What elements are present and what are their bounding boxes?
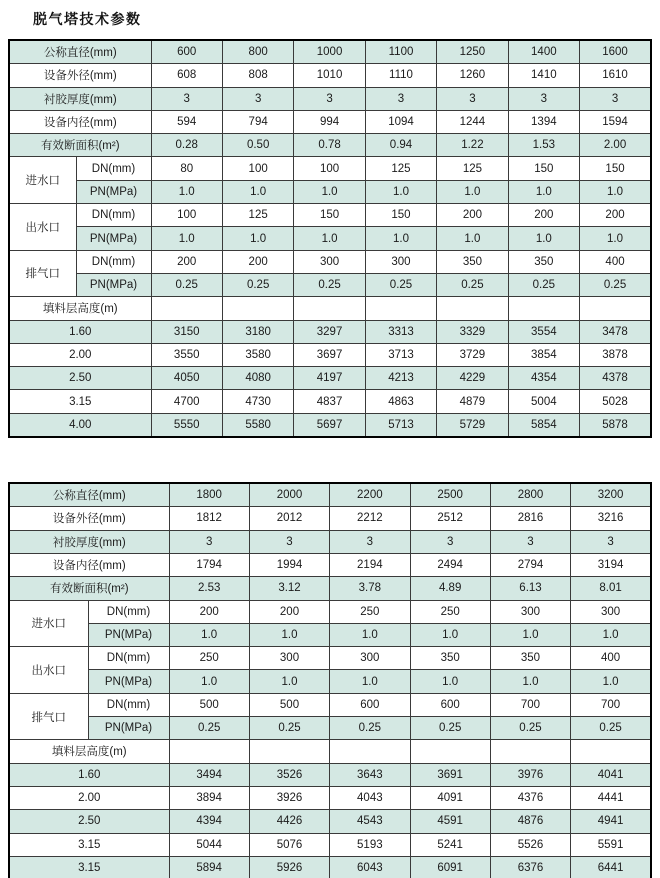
value-cell: 1.0 — [169, 670, 249, 693]
value-cell: 200 — [222, 250, 293, 273]
value-cell: 6441 — [571, 856, 651, 878]
value-cell: 3494 — [169, 763, 249, 786]
value-cell: 3 — [365, 87, 436, 110]
value-cell: 2012 — [249, 507, 329, 530]
value-cell: 0.28 — [151, 134, 222, 157]
port-sub-label: PN(MPa) — [76, 180, 151, 203]
value-cell: 4543 — [330, 810, 410, 833]
row-label: 设备内径(mm) — [9, 553, 169, 576]
value-cell: 794 — [222, 110, 293, 133]
value-cell: 2794 — [490, 553, 570, 576]
value-cell: 350 — [437, 250, 508, 273]
port-group-label: 排气口 — [9, 693, 88, 740]
value-cell: 1.0 — [365, 227, 436, 250]
value-cell: 1.0 — [222, 180, 293, 203]
value-cell: 3297 — [294, 320, 365, 343]
value-cell: 4394 — [169, 810, 249, 833]
value-cell: 125 — [222, 204, 293, 227]
value-cell — [330, 740, 410, 763]
value-cell: 200 — [508, 204, 579, 227]
value-cell: 4.89 — [410, 577, 490, 600]
row-label: 公称直径(mm) — [9, 483, 169, 507]
value-cell: 3478 — [580, 320, 651, 343]
value-cell: 1994 — [249, 553, 329, 576]
value-cell: 1094 — [365, 110, 436, 133]
value-cell: 1.0 — [508, 180, 579, 203]
value-cell: 0.25 — [437, 273, 508, 296]
table-row — [9, 507, 651, 530]
value-cell: 1.0 — [490, 670, 570, 693]
table-row — [9, 273, 651, 296]
value-cell: 3894 — [169, 786, 249, 809]
port-group-label: 进水口 — [9, 600, 88, 647]
table-row — [9, 833, 651, 856]
value-cell: 4050 — [151, 367, 222, 390]
table-row — [9, 530, 651, 553]
table-row — [9, 856, 651, 878]
value-cell: 1.53 — [508, 134, 579, 157]
value-cell: 3976 — [490, 763, 570, 786]
value-cell: 2000 — [249, 483, 329, 507]
port-sub-label: PN(MPa) — [76, 227, 151, 250]
value-cell: 3 — [169, 530, 249, 553]
value-cell: 1.0 — [410, 670, 490, 693]
value-cell: 3 — [508, 87, 579, 110]
value-cell: 0.25 — [330, 717, 410, 740]
value-cell: 5591 — [571, 833, 651, 856]
value-cell: 250 — [330, 600, 410, 623]
value-cell: 300 — [294, 250, 365, 273]
value-cell: 3200 — [571, 483, 651, 507]
value-cell: 3216 — [571, 507, 651, 530]
value-cell: 4378 — [580, 367, 651, 390]
value-cell: 3854 — [508, 343, 579, 366]
value-cell: 400 — [571, 647, 651, 670]
table-row — [9, 600, 651, 623]
page-title: 脱气塔技术参数 — [33, 11, 142, 27]
value-cell: 3643 — [330, 763, 410, 786]
table-row — [9, 157, 651, 180]
row-label: 有效断面积(m²) — [9, 134, 151, 157]
value-cell: 1.0 — [169, 623, 249, 646]
value-cell: 150 — [294, 204, 365, 227]
height-label: 3.15 — [9, 856, 169, 878]
value-cell: 5550 — [151, 413, 222, 437]
value-cell: 3 — [437, 87, 508, 110]
row-label: 衬胶厚度(mm) — [9, 87, 151, 110]
value-cell — [294, 297, 365, 320]
value-cell: 5004 — [508, 390, 579, 413]
value-cell: 8.01 — [571, 577, 651, 600]
table-row — [9, 577, 651, 600]
port-sub-label: DN(mm) — [76, 250, 151, 273]
value-cell: 200 — [169, 600, 249, 623]
table-row — [9, 204, 651, 227]
row-label: 设备外径(mm) — [9, 507, 169, 530]
value-cell: 1812 — [169, 507, 249, 530]
value-cell: 5241 — [410, 833, 490, 856]
value-cell: 3550 — [151, 343, 222, 366]
height-label: 2.50 — [9, 367, 151, 390]
value-cell: 5028 — [580, 390, 651, 413]
value-cell: 1250 — [437, 40, 508, 64]
value-cell: 2200 — [330, 483, 410, 507]
value-cell: 6043 — [330, 856, 410, 878]
value-cell: 3.78 — [330, 577, 410, 600]
value-cell: 4730 — [222, 390, 293, 413]
value-cell: 3526 — [249, 763, 329, 786]
value-cell: 3554 — [508, 320, 579, 343]
value-cell: 4837 — [294, 390, 365, 413]
value-cell: 0.25 — [508, 273, 579, 296]
value-cell: 0.25 — [249, 717, 329, 740]
value-cell: 1.0 — [580, 180, 651, 203]
row-label: 有效断面积(m²) — [9, 577, 169, 600]
value-cell: 200 — [437, 204, 508, 227]
value-cell: 1000 — [294, 40, 365, 64]
value-cell: 1.0 — [508, 227, 579, 250]
value-cell: 1.0 — [571, 623, 651, 646]
table-row — [9, 110, 651, 133]
value-cell: 1.0 — [330, 670, 410, 693]
parameters-table-1 — [8, 39, 652, 438]
value-cell: 1600 — [580, 40, 651, 64]
value-cell: 2500 — [410, 483, 490, 507]
value-cell: 250 — [410, 600, 490, 623]
table-row — [9, 180, 651, 203]
table-row — [9, 64, 651, 87]
table-row — [9, 553, 651, 576]
value-cell: 2194 — [330, 553, 410, 576]
value-cell — [222, 297, 293, 320]
value-cell: 3 — [580, 87, 651, 110]
value-cell: 3 — [249, 530, 329, 553]
value-cell: 6376 — [490, 856, 570, 878]
value-cell: 6.13 — [490, 577, 570, 600]
value-cell: 350 — [490, 647, 570, 670]
value-cell: 5193 — [330, 833, 410, 856]
row-label: 设备外径(mm) — [9, 64, 151, 87]
value-cell: 300 — [249, 647, 329, 670]
value-cell: 2.00 — [580, 134, 651, 157]
value-cell: 0.25 — [294, 273, 365, 296]
value-cell: 3194 — [571, 553, 651, 576]
value-cell: 5076 — [249, 833, 329, 856]
value-cell — [410, 740, 490, 763]
value-cell: 700 — [490, 693, 570, 716]
table-row — [9, 390, 651, 413]
value-cell — [151, 297, 222, 320]
table-row — [9, 483, 651, 507]
port-sub-label: PN(MPa) — [88, 670, 169, 693]
value-cell: 300 — [571, 600, 651, 623]
value-cell: 4441 — [571, 786, 651, 809]
table-row — [9, 297, 651, 320]
value-cell: 0.25 — [365, 273, 436, 296]
value-cell: 2.53 — [169, 577, 249, 600]
value-cell: 400 — [580, 250, 651, 273]
table-row — [9, 647, 651, 670]
value-cell: 1260 — [437, 64, 508, 87]
height-label: 3.15 — [9, 833, 169, 856]
value-cell: 1.0 — [249, 623, 329, 646]
value-cell: 4080 — [222, 367, 293, 390]
value-cell: 1.0 — [294, 180, 365, 203]
value-cell: 1800 — [169, 483, 249, 507]
value-cell: 0.78 — [294, 134, 365, 157]
value-cell: 1610 — [580, 64, 651, 87]
value-cell: 5894 — [169, 856, 249, 878]
row-label: 公称直径(mm) — [9, 40, 151, 64]
value-cell: 125 — [437, 157, 508, 180]
port-sub-label: DN(mm) — [88, 600, 169, 623]
table-row — [9, 40, 651, 64]
table-row — [9, 367, 651, 390]
value-cell: 150 — [508, 157, 579, 180]
table-row — [9, 717, 651, 740]
value-cell: 1.0 — [249, 670, 329, 693]
value-cell: 1.0 — [490, 623, 570, 646]
value-cell: 700 — [571, 693, 651, 716]
height-label: 2.00 — [9, 343, 151, 366]
table-row — [9, 343, 651, 366]
value-cell: 994 — [294, 110, 365, 133]
value-cell: 4354 — [508, 367, 579, 390]
table-row — [9, 763, 651, 786]
packing-height-header: 填料层高度(m) — [9, 740, 169, 763]
value-cell: 3150 — [151, 320, 222, 343]
value-cell: 1244 — [437, 110, 508, 133]
value-cell: 4043 — [330, 786, 410, 809]
value-cell: 4041 — [571, 763, 651, 786]
value-cell: 808 — [222, 64, 293, 87]
value-cell: 3 — [330, 530, 410, 553]
value-cell: 5713 — [365, 413, 436, 437]
value-cell: 300 — [490, 600, 570, 623]
value-cell: 5854 — [508, 413, 579, 437]
table-row — [9, 413, 651, 437]
table-row — [9, 810, 651, 833]
value-cell: 1.0 — [294, 227, 365, 250]
value-cell: 3313 — [365, 320, 436, 343]
value-cell: 0.94 — [365, 134, 436, 157]
value-cell: 350 — [410, 647, 490, 670]
value-cell: 800 — [222, 40, 293, 64]
height-label: 1.60 — [9, 763, 169, 786]
value-cell: 200 — [580, 204, 651, 227]
value-cell: 1.0 — [330, 623, 410, 646]
value-cell: 4197 — [294, 367, 365, 390]
port-sub-label: PN(MPa) — [76, 273, 151, 296]
value-cell: 5697 — [294, 413, 365, 437]
value-cell — [580, 297, 651, 320]
table-row — [9, 693, 651, 716]
value-cell: 1.22 — [437, 134, 508, 157]
value-cell: 200 — [249, 600, 329, 623]
table-row — [9, 670, 651, 693]
value-cell: 3713 — [365, 343, 436, 366]
parameters-table-2 — [8, 482, 652, 878]
port-sub-label: DN(mm) — [76, 204, 151, 227]
table-row — [9, 134, 651, 157]
value-cell: 3691 — [410, 763, 490, 786]
value-cell: 200 — [151, 250, 222, 273]
packing-height-header: 填料层高度(m) — [9, 297, 151, 320]
value-cell: 0.25 — [410, 717, 490, 740]
value-cell: 1010 — [294, 64, 365, 87]
value-cell: 3 — [571, 530, 651, 553]
value-cell: 1794 — [169, 553, 249, 576]
value-cell: 600 — [151, 40, 222, 64]
value-cell: 4863 — [365, 390, 436, 413]
value-cell: 3 — [410, 530, 490, 553]
value-cell: 1.0 — [437, 180, 508, 203]
value-cell: 5044 — [169, 833, 249, 856]
value-cell: 1.0 — [151, 180, 222, 203]
value-cell: 3 — [151, 87, 222, 110]
value-cell: 5729 — [437, 413, 508, 437]
row-label: 衬胶厚度(mm) — [9, 530, 169, 553]
value-cell: 4426 — [249, 810, 329, 833]
value-cell: 2494 — [410, 553, 490, 576]
value-cell: 4091 — [410, 786, 490, 809]
value-cell: 1110 — [365, 64, 436, 87]
value-cell: 80 — [151, 157, 222, 180]
value-cell: 4229 — [437, 367, 508, 390]
table-row — [9, 320, 651, 343]
value-cell: 3878 — [580, 343, 651, 366]
value-cell: 0.25 — [151, 273, 222, 296]
value-cell: 2816 — [490, 507, 570, 530]
value-cell: 4941 — [571, 810, 651, 833]
value-cell: 6091 — [410, 856, 490, 878]
value-cell: 3329 — [437, 320, 508, 343]
value-cell — [437, 297, 508, 320]
value-cell: 150 — [580, 157, 651, 180]
value-cell: 1.0 — [365, 180, 436, 203]
value-cell: 1.0 — [437, 227, 508, 250]
table-row — [9, 250, 651, 273]
value-cell: 1410 — [508, 64, 579, 87]
value-cell: 1394 — [508, 110, 579, 133]
value-cell: 150 — [365, 204, 436, 227]
value-cell — [490, 740, 570, 763]
value-cell — [571, 740, 651, 763]
value-cell: 608 — [151, 64, 222, 87]
value-cell: 4376 — [490, 786, 570, 809]
value-cell: 3 — [294, 87, 365, 110]
value-cell: 0.25 — [222, 273, 293, 296]
value-cell: 0.25 — [490, 717, 570, 740]
value-cell: 4879 — [437, 390, 508, 413]
height-label: 4.00 — [9, 413, 151, 437]
value-cell: 4213 — [365, 367, 436, 390]
value-cell: 5878 — [580, 413, 651, 437]
height-label: 2.50 — [9, 810, 169, 833]
value-cell: 5580 — [222, 413, 293, 437]
port-sub-label: DN(mm) — [88, 647, 169, 670]
value-cell: 600 — [330, 693, 410, 716]
value-cell: 1100 — [365, 40, 436, 64]
value-cell — [169, 740, 249, 763]
table-row — [9, 786, 651, 809]
port-group-label: 出水口 — [9, 647, 88, 694]
value-cell: 2800 — [490, 483, 570, 507]
value-cell: 5526 — [490, 833, 570, 856]
value-cell: 0.25 — [169, 717, 249, 740]
value-cell: 594 — [151, 110, 222, 133]
port-group-label: 出水口 — [9, 204, 76, 251]
port-sub-label: DN(mm) — [76, 157, 151, 180]
value-cell: 1.0 — [571, 670, 651, 693]
value-cell: 3 — [222, 87, 293, 110]
value-cell: 3580 — [222, 343, 293, 366]
port-sub-label: DN(mm) — [88, 693, 169, 716]
table-row — [9, 740, 651, 763]
height-label: 2.00 — [9, 786, 169, 809]
value-cell: 4876 — [490, 810, 570, 833]
value-cell: 4700 — [151, 390, 222, 413]
value-cell: 300 — [365, 250, 436, 273]
value-cell: 100 — [151, 204, 222, 227]
port-sub-label: PN(MPa) — [88, 717, 169, 740]
value-cell: 2512 — [410, 507, 490, 530]
port-group-label: 进水口 — [9, 157, 76, 204]
value-cell: 300 — [330, 647, 410, 670]
value-cell: 250 — [169, 647, 249, 670]
value-cell: 4591 — [410, 810, 490, 833]
value-cell: 3180 — [222, 320, 293, 343]
value-cell: 0.25 — [580, 273, 651, 296]
value-cell: 1.0 — [580, 227, 651, 250]
height-label: 3.15 — [9, 390, 151, 413]
value-cell: 100 — [294, 157, 365, 180]
value-cell: 1400 — [508, 40, 579, 64]
height-label: 1.60 — [9, 320, 151, 343]
value-cell: 1.0 — [222, 227, 293, 250]
value-cell: 5926 — [249, 856, 329, 878]
value-cell: 500 — [169, 693, 249, 716]
value-cell: 0.25 — [571, 717, 651, 740]
value-cell: 1594 — [580, 110, 651, 133]
value-cell: 3697 — [294, 343, 365, 366]
table-row — [9, 227, 651, 250]
port-group-label: 排气口 — [9, 250, 76, 297]
value-cell — [365, 297, 436, 320]
value-cell: 0.50 — [222, 134, 293, 157]
port-sub-label: PN(MPa) — [88, 623, 169, 646]
value-cell: 2212 — [330, 507, 410, 530]
value-cell: 1.0 — [410, 623, 490, 646]
value-cell: 350 — [508, 250, 579, 273]
value-cell: 600 — [410, 693, 490, 716]
value-cell: 3926 — [249, 786, 329, 809]
value-cell: 100 — [222, 157, 293, 180]
value-cell — [249, 740, 329, 763]
value-cell: 1.0 — [151, 227, 222, 250]
value-cell: 3 — [490, 530, 570, 553]
table-row — [9, 623, 651, 646]
value-cell: 3.12 — [249, 577, 329, 600]
table-row — [9, 87, 651, 110]
value-cell: 500 — [249, 693, 329, 716]
row-label: 设备内径(mm) — [9, 110, 151, 133]
value-cell: 3729 — [437, 343, 508, 366]
value-cell — [508, 297, 579, 320]
value-cell: 125 — [365, 157, 436, 180]
